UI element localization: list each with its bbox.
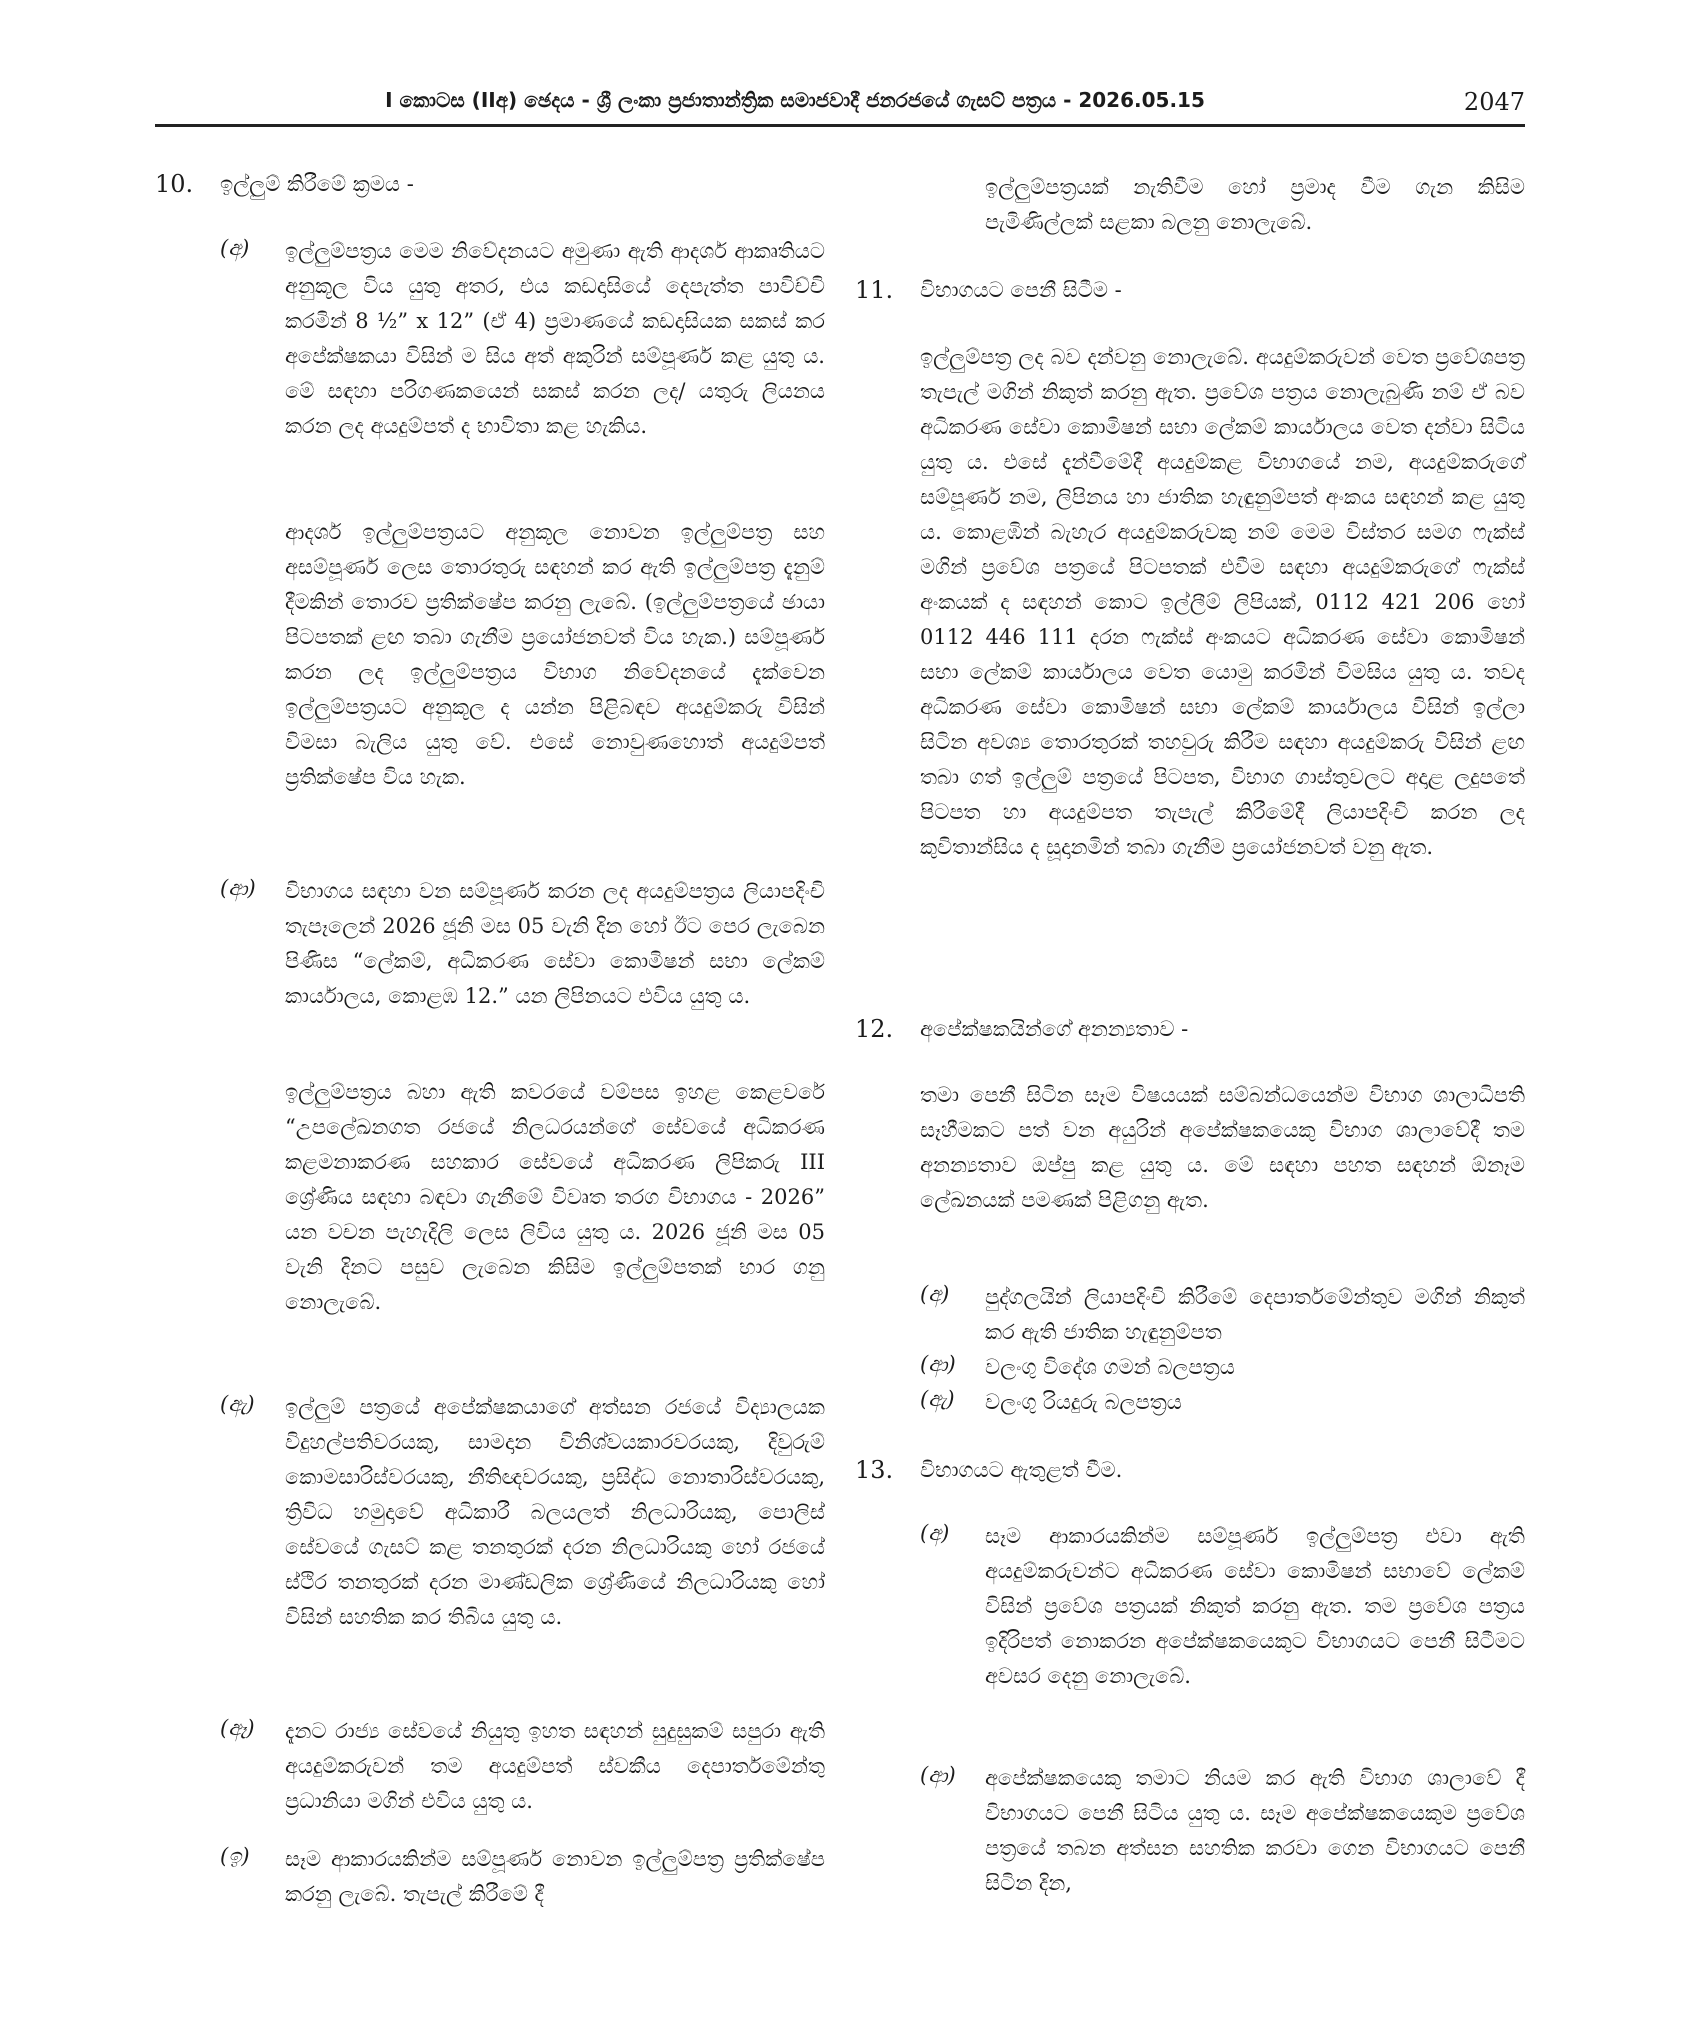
section-10-number: 10. [155,170,194,198]
item-aa-paragraph-1: විභාගය සඳහා වන සම්පූර්ණ කරන ලද අයදුම්පත්‍රය ලියාපදිංචි තැපෑලෙන් 2026 ජූනි මස 05 වැනි දින හෝ ඊට පෙර ලැබෙන පිණිස “ලේකම්, අධිකරණ සේවා කොමිෂන් සභා ලේකම් කාර්යාලය, කොළඹ 12.” යන ලිපිනයට එවිය යුතු ය. [285,879,825,1008]
page-header [155,88,1525,127]
section-11-heading: විභාගයට පෙනී සිටීම - [920,278,1122,302]
id-list-ae-text: වලංගු රියදුරු බලපත්‍රය [985,1390,1182,1414]
section-11-paragraph: ඉල්ලුම්පත්‍ර ලද බව දන්වනු නොලැබේ. අයදුම්කරුවන් වෙත ප්‍රවේශපත්‍ර තැපැල් මගින් නිකුත් කරනු ඇත. ප්‍රවේශ පත්‍රය නොලැබුණි නම් ඒ බව අධිකරණ සේවා කොමිෂන් සභා ලේකම් කාර්යාලය වෙත දන්වා සිටිය යුතු ය. එසේ දැන්වීමේදී අයදුම්කළ විභාගයේ නම, අයදුම්කරුගේ සම්පූර්ණ නම, ලිපිනය හා ජාතික හැඳුනුම්පත් අංකය සඳහන් කළ යුතු ය. කොළඹින් බැහැර අයදුම්කරුවකු නම් මෙම විස්තර සමග ෆැක්ස් මගින් ප්‍රවේශ පත්‍රයේ පිටපතක් එවීම සඳහා අයදුම්කරුගේ ෆැක්ස් අංකයක් ද සඳහන් කොට ඉල්ලීම් ලිපියක්, 0112 421 206 හෝ 0112 446 111 දරන ෆැක්ස් අංකයට අධිකරණ සේවා කොමිෂන් සභා ලේකම් කාර්යාලය වෙත යොමු කරමින් විමසිය යුතු ය. තවද අධිකරණ සේවා කොමිෂන් සභා ලේකම් කාර්යාලය විසින් ඉල්ලා සිටින අවශ්‍ය තොරතුරක් තහවුරු කිරීම සඳහා අයදුම්කරු විසින් ළඟ තබා ගත් ඉල්ලුම් පත්‍රයේ පිටපත, විභාග ගාස්තුවලට අදාළ ලදුපතේ පිටපත හා අයදුම්පත තැපැල් කිරීමේදී ලියාපදිංචි කරන ලද කුවිතාන්සිය ද සූදානමින් තබා ගැනීම ප්‍රයෝජනවත් වනු ඇත. [920,345,1525,859]
section-13-heading: විභාගයට ඇතුළත් වීම. [920,1458,1123,1482]
item-a-paragraph-2: ආදර්ශ ඉල්ලුම්පත්‍රයට අනුකූල නොවන ඉල්ලුම්පත්‍ර සහ අසම්පූර්ණ ලෙස තොරතුරු සඳහන් කර ඇති ඉල්ලුම්පත්‍ර දැනුම් දීමකින් තොරව ප්‍රතික්ෂේප කරනු ලැබේ. (ඉල්ලුම්පත්‍රයේ ඡායා පිටපතක් ළඟ තබා ගැනීම ප්‍රයෝජනවත් විය හැක.) සම්පූර්ණ කරන ලද ඉල්ලුම්පත්‍රය විභාග නිවේදනයේ දැක්වෙන ඉල්ලුම්පත්‍රයට අනුකූල ද යන්න පිළිබඳව අයදුම්කරු විසින් විමසා බැලිය යුතු වේ. එසේ නොවුණහොත් අයදුම්පත් ප්‍රතික්ෂේප විය හැක. [285,520,825,789]
section-13-a-label: (අ) [920,1521,950,1545]
item-aee-label: (ඈ) [220,1716,255,1740]
page-number: 2047 [1463,88,1525,116]
section-13-number: 13. [855,1456,894,1484]
item-a-label: (අ) [220,236,250,260]
id-list-aa-text: වලංගු විදේශ ගමන් බලපත්‍රය [985,1355,1235,1379]
item-i-paragraph: සෑම ආකාරයකින්ම සම්පූර්ණ නොවන ඉල්ලුම්පත්‍ර ප්‍රතික්ෂේප කරනු ලැබේ. තැපැල් කිරීමේ දී [285,1847,825,1906]
item-ae-label: (ඇ) [220,1392,255,1416]
item-i-label: (ඉ) [220,1844,250,1868]
item-a-paragraph-1: ඉල්ලුම්පත්‍රය මෙම නිවේදනයට අමුණා ඇති ආදර්ශ ආකෘතියට අනුකූල විය යුතු අතර, එය කඩදාසියේ දෙපැත්ත පාවිච්චි කරමින් 8 ½” x 12” (ඒ 4) ප්‍රමාණයේ කඩදාසියක සකස් කර අපේක්ෂකයා විසින් ම සිය අත් අකුරින් සම්පූර්ණ කළ යුතු ය. මේ සඳහා පරිගණකයෙන් සකස් කරන ලද/ යතුරු ලියනය කරන ලද අයදුම්පත් ද භාවිතා කළ හැකිය. [285,239,825,438]
section-13-a-text: සෑම ආකාරයකින්ම සම්පූර්ණ ඉල්ලුම්පත්‍ර එවා ඇති අයදුම්කරුවන්ට අධිකරණ සේවා කොමිෂන් සභාවේ ලේකම් විසින් ප්‍රවේශ පත්‍රයක් නිකුත් කරනු ඇත. තම ප්‍රවේශ පත්‍රය ඉදිරිපත් නොකරන අපේක්ෂකයෙකුට විභාගයට පෙනී සිටීමට අවසර දෙනු නොලැබේ. [985,1524,1525,1688]
continuation-paragraph: ඉල්ලුම්පත්‍රයක් නැතිවීම හෝ ප්‍රමාද වීම ගැන කිසිම පැමිණිල්ලක් සළකා බලනු නොලැබේ. [985,175,1525,234]
id-list-a-text: පුද්ගලයින් ලියාපදිංචි කිරීමේ දෙපාර්තමේන්තුව මගින් නිකුත් කර ඇති ජාතික හැඳුනුම්පත [985,1285,1525,1344]
section-13-aa-text: අපේක්ෂකයෙකු තමාට නියම කර ඇති විභාග ශාලාවේ දී විභාගයට පෙනී සිටිය යුතු ය. සෑම අපේක්ෂකයෙකුම ප්‍රවේශ පත්‍රයේ තබන අත්සන සහතික කරවා ගෙන විභාගයට පෙනී සිටින දින, [985,1766,1525,1895]
section-13-aa-label: (ආ) [920,1763,956,1787]
gazette-title: I කොටස (IIඅ) ඡෙදය - ශ්‍රී ලංකා ප්‍රජාතාන්ත්‍රික සමාජවාදී ජනරජයේ ගැසට් පත්‍රය - 2026.05.15 [385,88,1205,112]
item-aee-paragraph: දැනට රාජ්‍ය සේවයේ නියුතු ඉහත සඳහන් සුදුසුකම් සපුරා ඇති අයදුම්කරුවන් තම අයදුම්පත් ස්වකීය දෙපාර්තමේන්තු ප්‍රධානියා මගින් එවිය යුතු ය. [285,1719,825,1813]
item-aa-label: (ආ) [220,876,256,900]
id-list-ae-label: (ඇ) [920,1387,955,1411]
item-aa-paragraph-2: ඉල්ලුම්පත්‍රය බහා ඇති කවරයේ වම්පස ඉහළ කෙළවරේ “උපලේඛනගත රජයේ නිලධරයන්ගේ සේවයේ අධිකරණ කළමනාකරණ සහකාර සේවයේ අධිකරණ ලිපිකරු III ශ්‍රේණිය සඳහා බඳවා ගැනීමේ විවෘත තරග විභාගය - 2026” යන වචන පැහැදිලි ලෙස ලිවිය යුතු ය. 2026 ජූනි මස 05 වැනි දිනට පසුව ලැබෙන කිසිම ඉල්ලුම්පතක් භාර ගනු නොලැබේ. [285,1080,825,1314]
section-12-heading: අපේක්ෂකයින්ගේ අනන්‍යතාව - [920,1017,1189,1041]
section-10-heading: ඉල්ලුම් කිරීමේ ක්‍රමය - [220,172,414,196]
id-list-a-label: (අ) [920,1282,950,1306]
section-12-paragraph: තමා පෙනී සිටින සෑම විෂයයක් සම්බන්ධයෙන්ම විභාග ශාලාධිපති සෑහීමකට පත් වන අයුරින් අපේක්ෂකයෙකු විභාග ශාලාවේදී තම අනන්‍යතාව ඔප්පු කළ යුතු ය. මේ සඳහා පහත සඳහන් ඕනෑම ලේඛනයක් පමණක් පිළිගනු ඇත. [920,1083,1525,1212]
id-list-aa-label: (ආ) [920,1352,956,1376]
item-ae-paragraph: ඉල්ලුම් පත්‍රයේ අපේක්ෂකයාගේ අත්සන රජයේ විද්‍යාලයක විදුහල්පතිවරයකු, සාමදාන විනිශ්වයකාරවරයකු, දිවුරුම් කොමසාරිස්වරයකු, නීතිඥවරයකු, ප්‍රසිද්ධ නොතාරිස්වරයකු, ත්‍රිවිධ හමුදාවේ අධිකාරී බලයලත් නිලධාරියකු, පොලිස් සේවයේ ගැසට් කළ තනතුරක් දරන නිලධාරියකු හෝ රජයේ ස්ථිර තනතුරක් දරන මාණ්ඩලික ශ්‍රේණියේ නිලධාරියකු හෝ විසින් සහතික කර තිබිය යුතු ය. [285,1395,825,1629]
section-12-number: 12. [855,1015,894,1043]
section-11-number: 11. [855,276,894,304]
